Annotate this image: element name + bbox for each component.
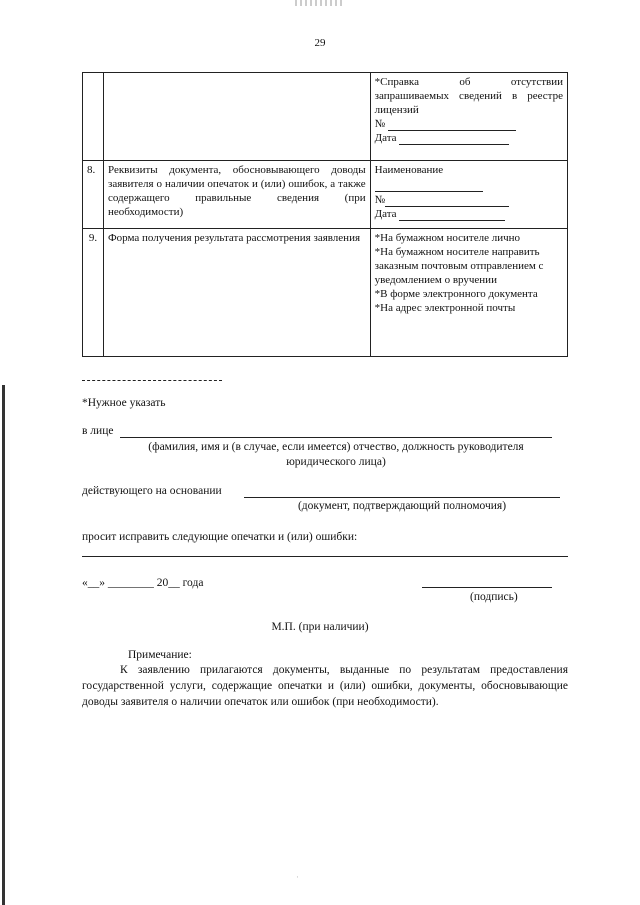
row-title bbox=[103, 73, 370, 161]
row-number: 9. bbox=[83, 229, 104, 357]
person-label: в лице bbox=[82, 425, 114, 437]
row-value bbox=[370, 161, 567, 229]
scan-speck: · bbox=[296, 872, 299, 882]
footnote: *Нужное указать bbox=[82, 397, 166, 409]
document-name-label: Наименование bbox=[374, 164, 444, 176]
row-title: Реквизиты документа, обосновывающего доводы заявителя о наличии опечаток и (или) ошибок, а также содержащего правильные сведения (при необходимости) bbox=[103, 161, 370, 229]
note-text: К заявлению прилагаются документы, выданные по результатам предоставления государственной услуги, содержащие опечатки и (или) ошибки, документы, обосновывающие доводы заявителя о наличии опечаток или ошибок (при необходимости). bbox=[82, 664, 568, 708]
document-number-field[interactable]: № bbox=[375, 193, 563, 207]
license-number-field[interactable]: № bbox=[375, 117, 563, 131]
stamp-label: М.П. (при наличии) bbox=[271, 621, 369, 633]
row-value bbox=[370, 73, 567, 161]
scan-edge-bar bbox=[2, 385, 5, 905]
basis-caption: (документ, подтверждающий полномочия) bbox=[297, 500, 507, 512]
request-field[interactable] bbox=[82, 556, 568, 557]
basis-field[interactable] bbox=[244, 497, 560, 498]
date-field[interactable]: «__» ________ 20__ года bbox=[82, 577, 204, 589]
license-certificate-option: *Справка об отсутствии запрашиваемых сведений в реестре лицензий bbox=[374, 76, 563, 116]
row-number bbox=[83, 73, 104, 161]
page-number: 29 bbox=[314, 37, 326, 49]
delivery-option-paper-personal[interactable]: *На бумажном носителе лично bbox=[374, 232, 521, 244]
person-field[interactable] bbox=[120, 437, 552, 438]
table-row-8 bbox=[83, 161, 568, 229]
row-number: 8. bbox=[83, 161, 104, 229]
footnote-separator bbox=[82, 380, 222, 381]
basis-label: действующего на основании bbox=[82, 485, 222, 497]
delivery-option-paper-mail[interactable]: *На бумажном носителе направить заказным почтовым отправлением с уведомлением о вручении bbox=[374, 246, 544, 286]
request-label: просит исправить следующие опечатки и (или) ошибки: bbox=[82, 531, 358, 543]
license-date-field[interactable]: Дата bbox=[375, 131, 563, 145]
table-row-continued bbox=[83, 73, 568, 161]
document-date-field[interactable]: Дата bbox=[375, 207, 563, 221]
person-caption: (фамилия, имя и (в случае, если имеется) отчество, должность руководителя юридического лица) bbox=[148, 441, 524, 468]
row-title: Форма получения результата рассмотрения заявления bbox=[103, 229, 370, 357]
signature-field[interactable] bbox=[422, 587, 552, 588]
form-table bbox=[82, 72, 568, 357]
delivery-option-electronic[interactable]: *В форме электронного документа bbox=[374, 288, 538, 300]
table-row-9 bbox=[83, 229, 568, 357]
document-name-field[interactable] bbox=[375, 179, 483, 192]
signature-caption: (подпись) bbox=[470, 591, 518, 603]
row-value bbox=[370, 229, 567, 357]
scan-artifact bbox=[295, 0, 345, 6]
delivery-option-email[interactable]: *На адрес электронной почты bbox=[374, 302, 516, 314]
note-title: Примечание: bbox=[128, 649, 192, 661]
